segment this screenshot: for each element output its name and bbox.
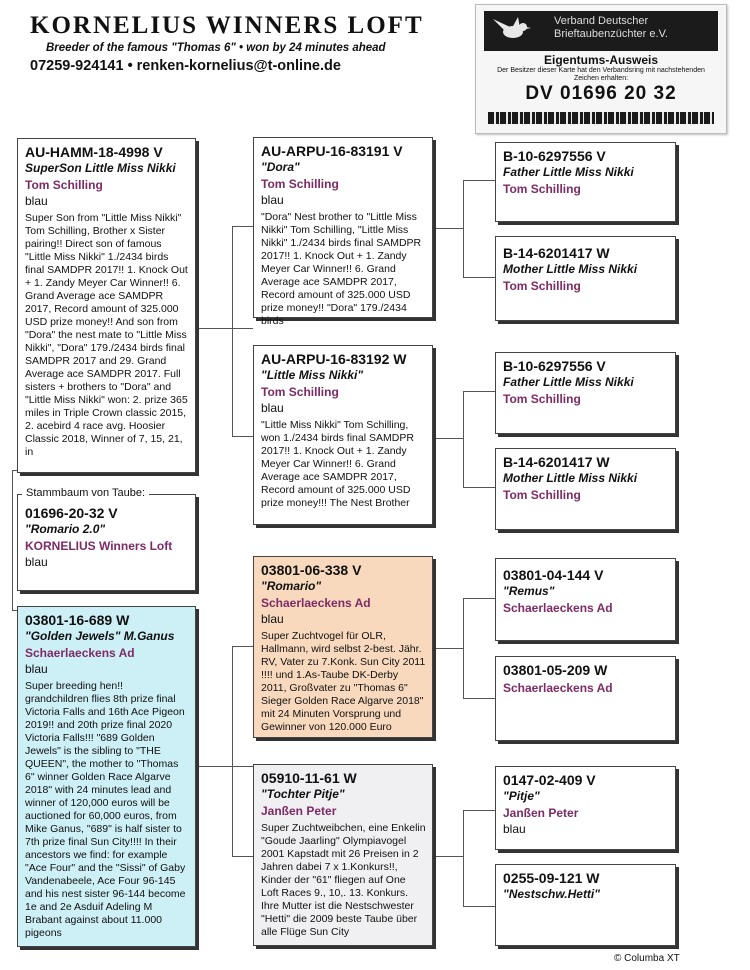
breeder-name: KORNELIUS Winners Loft <box>25 539 173 553</box>
color-label: blau <box>25 662 48 676</box>
connector-line <box>433 228 463 229</box>
breeder-name: Janßen Peter <box>261 804 337 818</box>
color-label: blau <box>25 555 48 569</box>
pigeon-name: SuperSon Little Miss Nikki <box>25 161 176 175</box>
pigeon-name: Father Little Miss Nikki <box>503 375 634 389</box>
ring-number: B-10-6297556 V <box>503 358 606 374</box>
pigeon-name: Father Little Miss Nikki <box>503 165 634 179</box>
color-label: blau <box>261 612 284 626</box>
breeder-name: Tom Schilling <box>261 385 339 399</box>
breeder-name: Tom Schilling <box>503 488 581 502</box>
card-barcode <box>488 112 714 124</box>
pigeon-name: "Tochter Pitje" <box>261 787 345 801</box>
pigeon-description: Super breeding hen!! grandchildren flies 8th prize final Victoria Falls and 16th Ace Pigeon 2019!! and 20th prize final 2020 Victoria Falls!!! "689 Golden Jewels" is the sibling to "THE QUEEN", the mother to "Thomas 6" winner Golden Race Algarve 2018" with 24 minutes lead and winner of 120,000 euros will be auctioned for 60,000 euros, from Mike Ganus, "689" is half sister to 7th prize final Sun City!!!! In their ancestors we find: for example "Ace Four" and the "Sissi" of Gaby Vandenabeele, Ace Four 96-145 and his nest sister 96-144 become 1e and 2e Asduif Adeling M Brabant against about 11.000 pigeons <box>25 680 186 939</box>
connector-line <box>196 328 253 329</box>
breeder-name: Janßen Peter <box>503 806 579 820</box>
pedigree-box-sire-sire-dam <box>495 236 676 321</box>
connector-line <box>232 226 233 436</box>
ring-number: 03801-06-338 V <box>261 562 362 578</box>
connector-line <box>463 698 495 699</box>
color-label: blau <box>25 194 48 208</box>
pedigree-box-dam-sire-dam <box>495 656 676 741</box>
ring-number: AU-ARPU-16-83192 W <box>261 351 407 367</box>
card-note: Der Besitzer dieser Karte hat den Verbandsring mit nachstehenden Zeichen erhalten: <box>497 67 705 82</box>
connector-line <box>232 646 233 856</box>
breeder-name: Schaerlaeckens Ad <box>261 596 371 610</box>
connector-line <box>433 856 463 857</box>
breeder-name: Tom Schilling <box>503 279 581 293</box>
connector-line <box>463 180 495 181</box>
connector-line <box>463 810 464 906</box>
pedigree-box-dam-dam-dam <box>495 864 676 946</box>
pigeon-name: Mother Little Miss Nikki <box>503 471 638 485</box>
pigeon-description: "Dora" Nest brother to "Little Miss Nikki" Tom Schilling, "Little Miss Nikki" 1./2434 birds final SAMDPR 2017!! 1. Knock Out + 1. Zandy Meyer Car Winner!! 6. Grand Average ace SAMDPR 2017, Record amount of 325.000 USD prize money!! "Dora" 179./2434 birds <box>261 211 422 327</box>
connector-line <box>232 436 253 437</box>
card-title: Eigentums-Ausweis <box>543 53 659 67</box>
ring-number: 05910-11-61 W <box>261 770 357 786</box>
pedigree-box-sire <box>17 138 196 473</box>
connector-line <box>12 470 13 610</box>
ring-number: 0147-02-409 V <box>503 772 596 788</box>
ring-number: 0255-09-121 W <box>503 870 600 886</box>
card-organisation: Verband Deutscher Brieftaubenzüchter e.V. <box>554 15 668 40</box>
pigeon-description: Super Zuchtvogel für OLR, Hallmann, wird selbst 2-best. Jähr. RV, Vater zu 7.Konk. Sun City 2011 !!!! und 1.As-Taube DK-Derby 2011, Großvater zu "Thomas 6" Sieger Golden Race Algarve 2018" mit 24 Minuten Vorsprung und Gewinner von 120.000 Euro <box>261 630 426 733</box>
breeder-name: Schaerlaeckens Ad <box>25 646 135 660</box>
card-ring-number: DV 01696 20 32 <box>525 83 677 104</box>
ring-number: 03801-16-689 W <box>25 612 130 628</box>
breeder-name: Tom Schilling <box>25 178 103 192</box>
pigeon-name: "Pitje" <box>503 789 540 803</box>
pigeon-name: "Romario" <box>261 579 322 593</box>
breeder-name: Tom Schilling <box>261 177 339 191</box>
pigeon-name: "Romario 2.0" <box>25 522 106 536</box>
pigeon-description: "Little Miss Nikki" Tom Schilling, won 1./2434 birds final SAMDPR 2017!! 1. Knock Out + 1. Zandy Meyer Car Winner!! 6. Grand Average ace SAMDPR 2017, Record amount of 325.000 USD prize money!!! The Nest Brother <box>261 419 414 509</box>
pigeon-name: "Little Miss Nikki" <box>261 368 364 382</box>
color-label: blau <box>503 822 526 836</box>
connector-line <box>463 598 464 698</box>
ownership-card <box>475 4 727 134</box>
ring-number: 03801-04-144 V <box>503 567 604 583</box>
pedigree-box-dam-sire-sire <box>495 558 676 641</box>
pedigree-box-sire-dam-dam <box>495 448 676 530</box>
ring-number: 03801-05-209 W <box>503 662 608 678</box>
connector-line <box>232 226 253 227</box>
ring-number: B-10-6297556 V <box>503 148 606 164</box>
footer-credit: © Columba XT <box>614 953 680 964</box>
pigeon-description: Super Son from "Little Miss Nikki" Tom Schilling, Brother x Sister pairing!! Direct son of famous "Little Miss Nikki" 1./2434 birds final SAMDPR 2017!! 1. Knock Out + 1. Zandy Meyer Car Winner!! 6. Grand Average ace SAMDPR 2017, Record amount of 325.000 USD prize money!! And son from "Dora" the nest mate to "Little Miss Nikki", "Dora" 179./2434 birds final SAMDPR 2017 and 29. Grand Average ace SAMDPR 2017. Full sisters + brothers to "Dora" and "Little Miss Nikki" won: 2. prize 365 miles in Triple Crown classic 2015, 2. acebird 4 race avg. Hoosier Classic 2018, Winner of 7, 15, 21, in <box>25 212 188 458</box>
connector-line <box>463 277 495 278</box>
ring-number: AU-HAMM-18-4998 V <box>25 144 163 160</box>
connector-line <box>232 856 253 857</box>
ring-number: AU-ARPU-16-83191 V <box>261 143 403 159</box>
pedigree-box-sire-sire <box>253 137 433 327</box>
connector-line <box>463 391 495 392</box>
pedigree-box-dam <box>17 606 196 947</box>
pigeon-name: "Dora" <box>261 160 300 174</box>
pigeon-name: Mother Little Miss Nikki <box>503 262 638 276</box>
connector-line <box>463 487 495 488</box>
ring-number: 01696-20-32 V <box>25 505 118 521</box>
ring-number: B-14-6201417 W <box>503 245 610 261</box>
pigeon-name: "Remus" <box>503 584 555 598</box>
pigeon-name: "Golden Jewels" M.Ganus <box>25 629 175 643</box>
page-subtitle: Breeder of the famous "Thomas 6" • won by 24 minutes ahead <box>46 42 386 54</box>
color-label: blau <box>261 193 284 207</box>
contact-line: 07259-924141 • renken-kornelius@t-online.de <box>30 58 341 74</box>
breeder-name: Tom Schilling <box>503 392 581 406</box>
breeder-name: Schaerlaeckens Ad <box>503 601 613 615</box>
pedigree-box-subject <box>17 494 196 591</box>
pedigree-box-sire-dam <box>253 345 433 525</box>
connector-line <box>433 438 463 439</box>
connector-line <box>463 906 495 907</box>
breeder-name: Schaerlaeckens Ad <box>503 681 613 695</box>
pedigree-label: Stammbaum von Taube: <box>22 487 149 499</box>
pigeon-logo-icon <box>490 15 536 47</box>
pedigree-box-dam-dam <box>253 764 433 946</box>
connector-line <box>463 598 495 599</box>
pedigree-box-dam-sire <box>253 556 433 738</box>
connector-line <box>196 766 253 767</box>
pigeon-name: "Nestschw.Hetti" <box>503 887 600 901</box>
breeder-name: Tom Schilling <box>503 182 581 196</box>
page-title: KORNELIUS WINNERS LOFT <box>30 12 424 39</box>
connector-line <box>232 646 253 647</box>
ring-number: B-14-6201417 W <box>503 454 610 470</box>
pedigree-box-dam-dam-sire <box>495 766 676 850</box>
pedigree-box-sire-sire-sire <box>495 142 676 222</box>
connector-line <box>463 810 495 811</box>
connector-line <box>463 391 464 487</box>
connector-line <box>463 180 464 277</box>
color-label: blau <box>261 401 284 415</box>
pedigree-box-sire-dam-sire <box>495 352 676 434</box>
pigeon-description: Super Zuchtweibchen, eine Enkelin "Goude Jaarling" Olympiavogel 2001 Kapstadt mit 26 Preisen in 2 Jahren dabei 7 x 1.Konkurs!!, Kinder der "61" fliegen auf One Loft Races 9., 10,. 13. Konkurs. Ihre Mutter ist die Nestschwester "Hetti" die 2009 beste Taube über alle Flüge Sun City <box>261 822 426 938</box>
connector-line <box>433 648 463 649</box>
card-header <box>484 11 718 51</box>
